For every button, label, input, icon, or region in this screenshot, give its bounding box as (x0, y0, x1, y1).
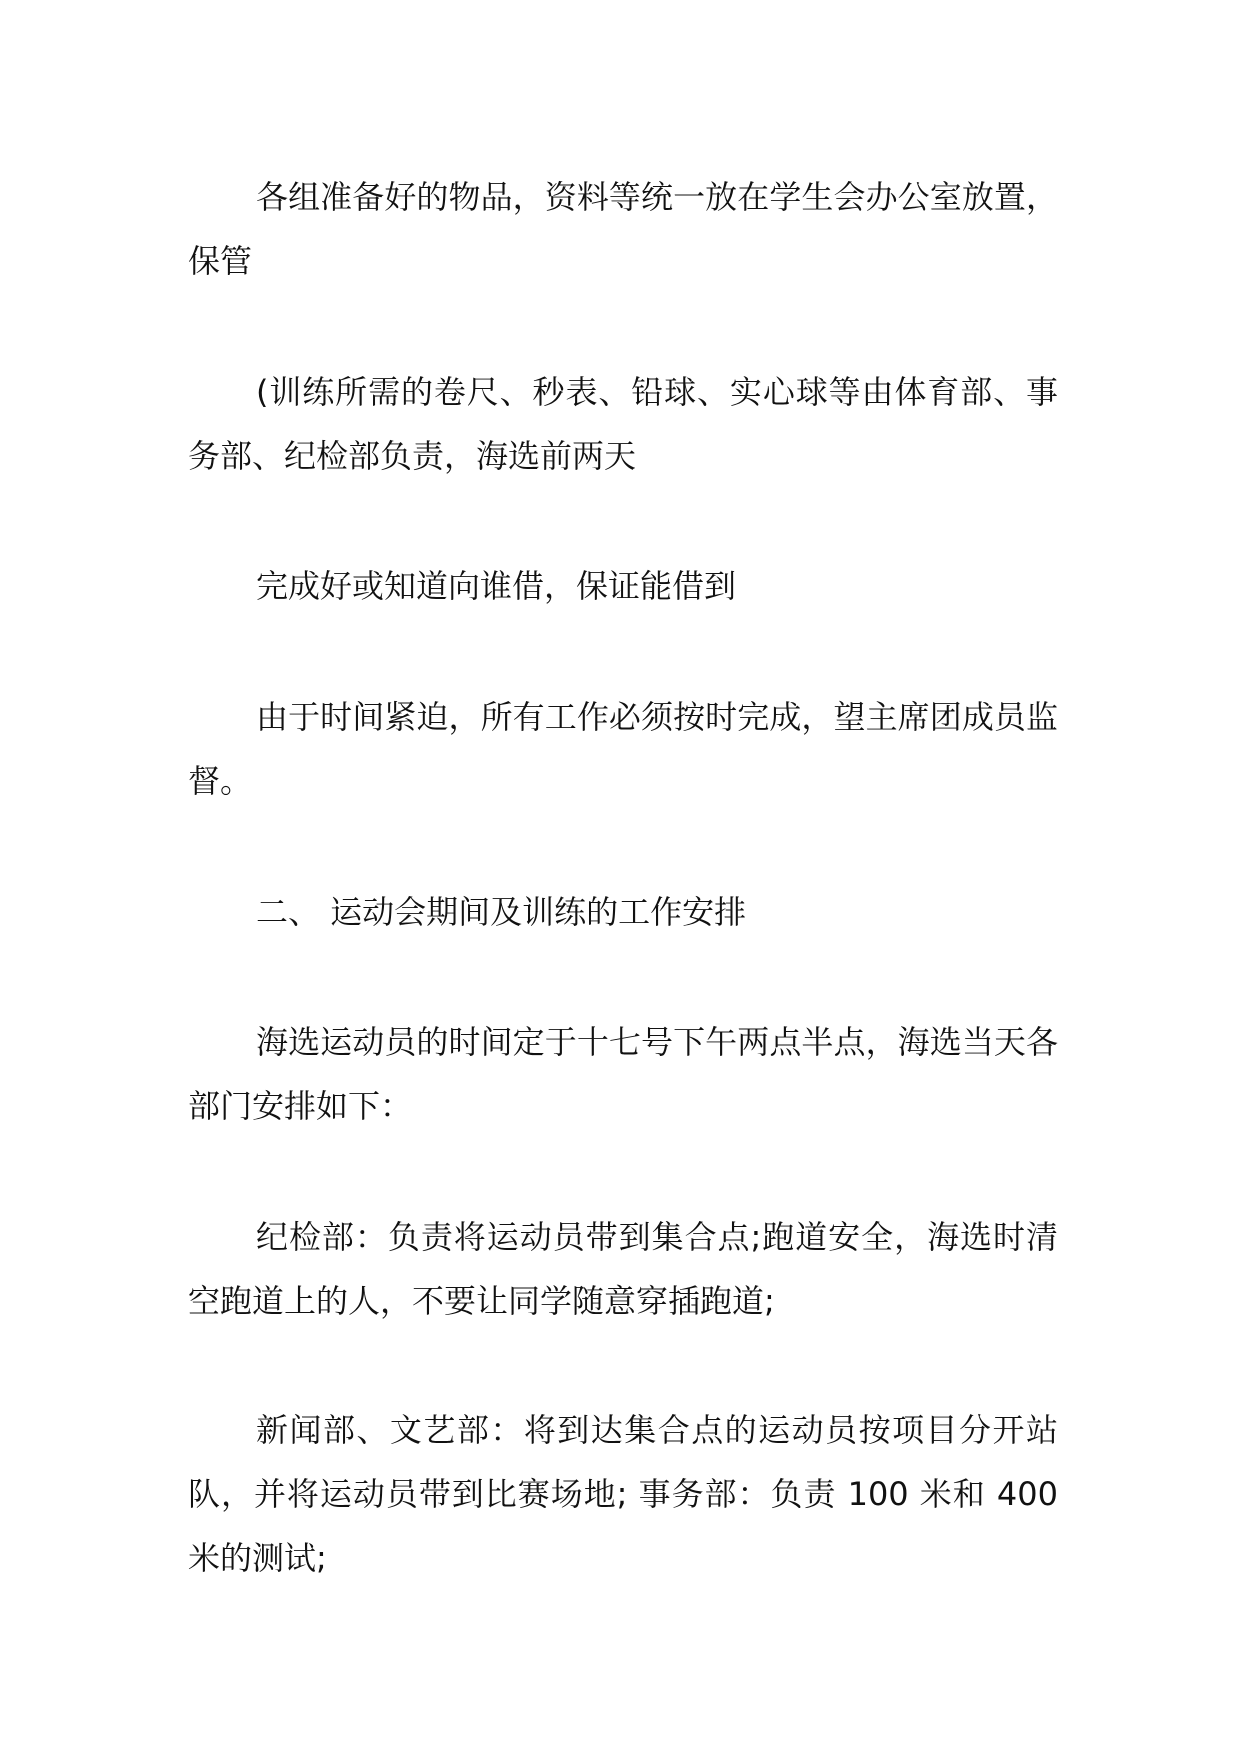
paragraph-deadline-supervision: 由于时间紧迫，所有工作必须按时完成，望主席团成员监督。 (188, 698, 1058, 800)
paragraph-training-equipment: (训练所需的卷尺、秒表、铅球、实心球等由体育部、事务部、纪检部负责，海选前两天 (188, 373, 1058, 475)
paragraph-discipline-dept: 纪检部：负责将运动员带到集合点;跑道安全，海选时清空跑道上的人，不要让同学随意穿插跑道; (188, 1218, 1058, 1320)
section-heading-2: 二、 运动会期间及训练的工作安排 (256, 893, 747, 931)
paragraph-borrowing: 完成好或知道向谁借，保证能借到 (256, 567, 737, 605)
paragraph-materials-storage: 各组准备好的物品，资料等统一放在学生会办公室放置，保管 (188, 178, 1058, 280)
paragraph-tryout-time: 海选运动员的时间定于十七号下午两点半点，海选当天各部门安排如下： (188, 1023, 1058, 1125)
paragraph-news-arts-affairs-dept: 新闻部、文艺部：将到达集合点的运动员按项目分开站队，并将运动员带到比赛场地; 事务部：负责 100 米和 400 米的测试; (188, 1411, 1058, 1577)
